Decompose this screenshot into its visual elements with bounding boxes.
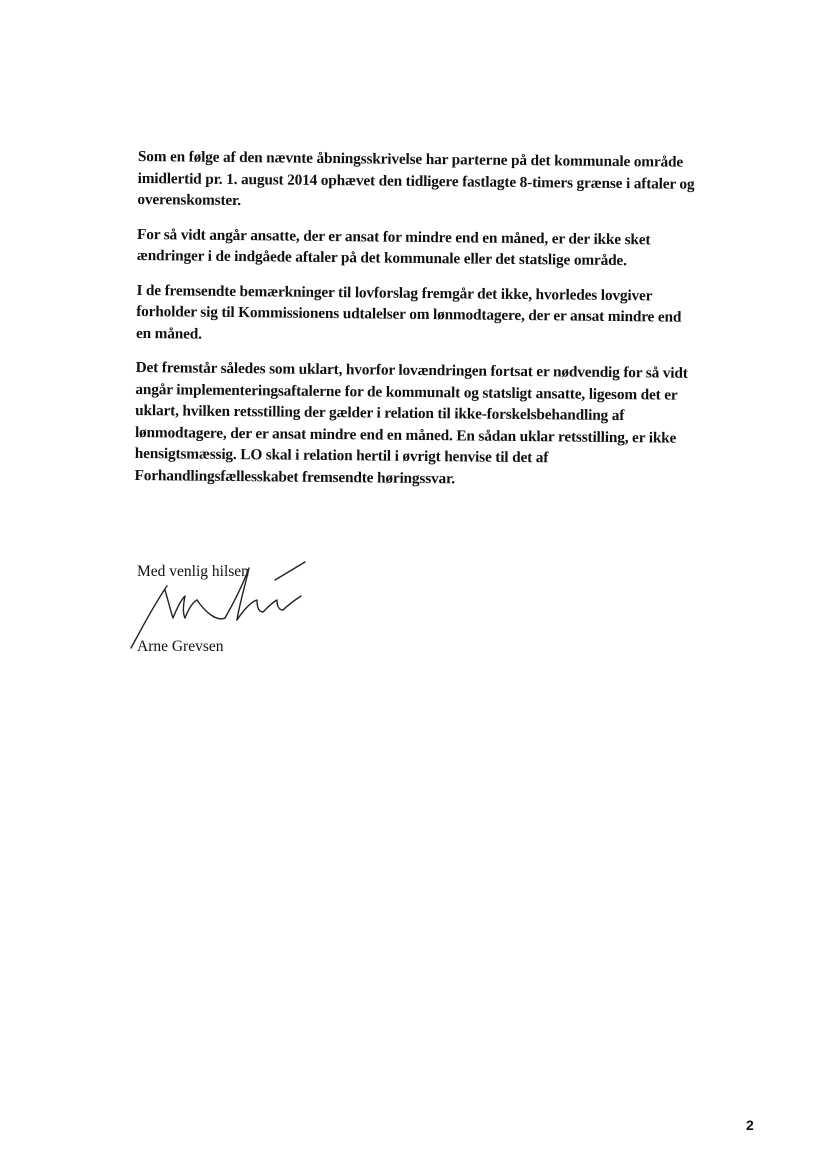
letter-body <box>134 146 698 505</box>
paragraph-3: I de fremsendte bemærkninger til lovforslag fremgår det ikke, hvorledes lovgiver forholder sig til Kommissionens udtalelser om lønmodtagere, der er ansat mindre end en måned. <box>135 281 682 343</box>
page-number: 2 <box>746 1117 754 1133</box>
paragraph-2: For så vidt angår ansatte, der er ansat for mindre end en måned, er der ikke sket ændringer i de indgåede aftaler på det kommunale eller det statslige område. <box>136 225 651 270</box>
letter-closing <box>137 562 357 662</box>
paragraph-1: Som en følge af den nævnte åbningsskrivelse har parterne på det kommunale område imidlertid pr. 1. august 2014 ophævet den tidligere fastlagte 8-timers grænse i aftaler og overenskomster. <box>137 147 695 210</box>
paragraph-4: Det fremstår således som uklart, hvorfor lovændringen fortsat er nødvendig for så vidt angår implementeringsaftalerne for de kommunalt og statsligt ansatte, ligesom det er uklart, hvilken retsstilling der gælder i relation til ikke-forskelsbehandling af lønmodtagere, der er ansat mindre end en måned. En sådan uklar retsstilling, er ikke hensigtsmæssig. LO skal i relation hertil i øvrigt henvise til det af Forhandlingsfællesskabet fremsendte høringssvar. <box>134 358 688 487</box>
signer-name: Arne Grevsen <box>137 638 224 655</box>
closing-greeting: Med venlig hilsen <box>137 563 249 580</box>
